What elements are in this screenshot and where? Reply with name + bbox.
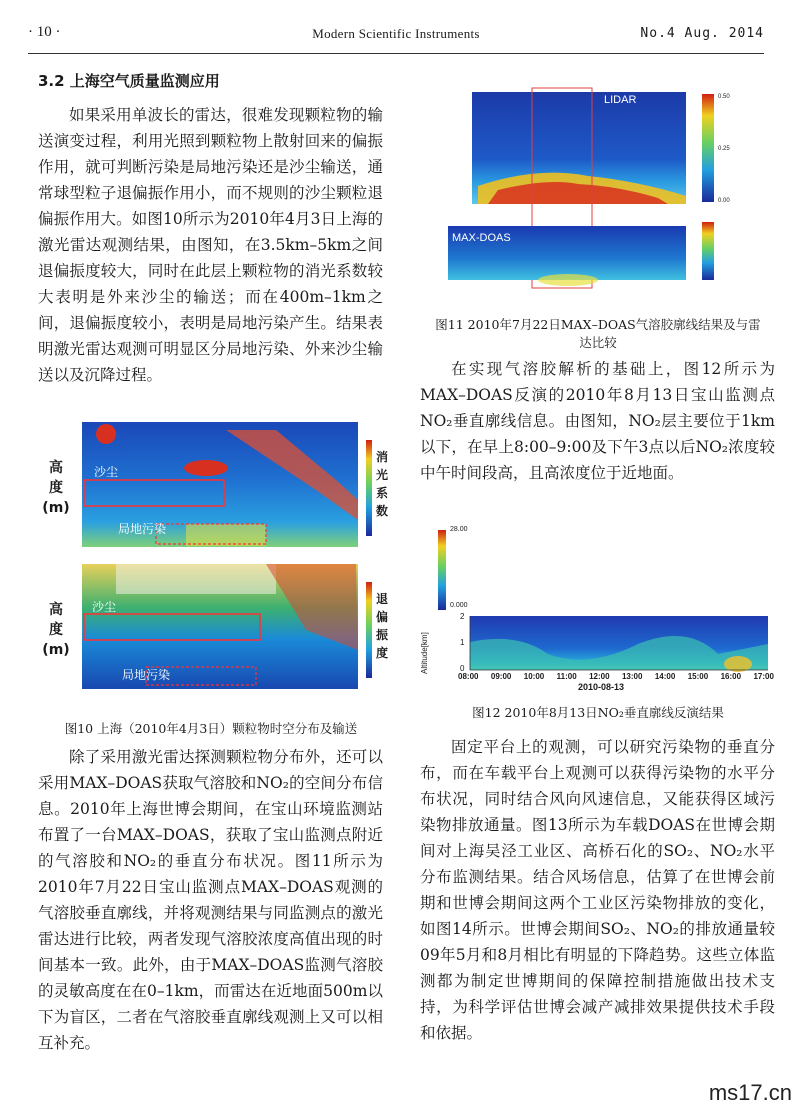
right-column-top (420, 356, 775, 486)
colorbar-bottom (366, 582, 372, 678)
no2-xlabel: 2010-08-13 (578, 682, 625, 692)
label-local-bottom: 局地污染 (122, 668, 171, 682)
right-column-bottom (420, 734, 775, 1046)
lidar-cbar-mid: 0.25 (718, 146, 730, 152)
no2-xtick: 09:00 (490, 672, 512, 681)
label-lidar: LIDAR (604, 94, 637, 106)
cbar-char: 消 (376, 450, 389, 464)
ylabel-char: 高 (49, 460, 63, 476)
paragraph-lidar: 如果采用单波长的雷达，很难发现颗粒物的输送演变过程，利用光照到颗粒物上散射回来的偏振作用，就可判断污染是局地污染还是沙尘输送，通常球型粒子退偏振作用小，而不规则的沙尘颗粒退偏振作用大。如图10所示为2010年4月3日上海的激光雷达观测结果，由图知，在3.5km–5km之间退偏振度较大，同时在此层上颗粒物的消光系数较大表明是外来沙尘的输送；而在400m–1km之间，退偏振度较小，表明是局地污染产生。结果表明激光雷达观测可明显区分局地污染、外来沙尘输送以及沉降过程。 (38, 106, 383, 384)
no2-ytick: 1 (460, 638, 465, 647)
no2-xtick: 17:00 (753, 672, 774, 681)
no2-xtick: 10:00 (523, 672, 545, 681)
watermark: ms17.cn (708, 1080, 792, 1105)
no2-xtick: 08:00 (458, 672, 479, 681)
lidar-cbar-top: 0.50 (718, 94, 730, 100)
page-number: · 10 · (28, 24, 61, 40)
no2-xtick: 12:00 (589, 672, 610, 681)
no2-cbar-min: 0.000 (450, 602, 468, 609)
no2-cbar-max: 28.00 (450, 526, 468, 533)
label-dust-bottom: 沙尘 (92, 600, 117, 614)
label-maxdoas: MAX-DOAS (452, 232, 511, 244)
no2-ytick: 2 (460, 612, 465, 621)
section-title: 3.2 上海空气质量监测应用 (38, 72, 220, 90)
no2-xtick: 15:00 (687, 672, 709, 681)
label-dust-top: 沙尘 (94, 465, 119, 479)
no2-xtick: 11:00 (556, 672, 577, 681)
no2-xtick: 14:00 (654, 672, 676, 681)
figure-10-ylabel-bottom (42, 600, 70, 660)
figure-11-caption (420, 316, 776, 352)
cbar-char: 数 (376, 504, 389, 518)
ylabel-char: (m) (42, 642, 70, 658)
cbar-char: 系 (376, 486, 389, 500)
ylabel-char: 高 (49, 602, 63, 618)
no2-xtick: 13:00 (621, 672, 643, 681)
no2-colorbar (438, 530, 446, 610)
maxdoas-colorbar (702, 222, 714, 280)
no2-xticks (458, 672, 774, 681)
no2-ytick: 0 (460, 664, 465, 673)
page-header (28, 24, 764, 46)
ylabel-char: (m) (42, 500, 70, 516)
no2-ylabel: Altitude[km] (420, 632, 429, 674)
colorbar-top-label (376, 448, 388, 520)
paragraph-maxdoas: 除了采用激光雷达探测颗粒物分布外，还可以采用MAX–DOAS获取气溶胶和NO₂的空间分布信息。2010年上海世博会期间，在宝山环境监测站布置了一台MAX–DOAS，获取了宝山监测点附近的气溶胶和NO₂的垂直分布状况。图11所示为2010年7月22日宝山监测点MAX–DOAS观测的气溶胶垂直廓线，并将观测结果与同监测点的激光雷达进行比较，两者发现气溶胶浓度高值出现的时间基本一致。此外，由于MAX–DOAS监测气溶胶的灵敏高度在在0–1km，而雷达在近地面500m以下为盲区，二者在气溶胶垂直廓线观测上又可以相互补充。 (38, 748, 383, 1052)
figure-12-graphic (418, 524, 776, 694)
figure-10 (36, 420, 389, 710)
lidar-colorbar (702, 94, 714, 202)
left-column-top (38, 68, 383, 388)
cbar-char: 光 (376, 468, 389, 482)
ylabel-char: 度 (49, 622, 63, 638)
header-rule (28, 53, 764, 54)
cbar-char: 度 (376, 646, 389, 660)
figure-11 (418, 86, 776, 308)
label-local-top: 局地污染 (118, 522, 167, 536)
ylabel-char: 度 (49, 480, 63, 496)
cbar-char: 退 (376, 592, 389, 606)
colorbar-top (366, 440, 372, 536)
figure-11-caption-line-2: 达比较 (579, 335, 617, 350)
paragraph-no2-profile: 在实现气溶胶解析的基础上，图12所示为MAX–DOAS反演的2010年8月13日宝山监测点NO₂垂直廓线信息。由图知，NO₂层主要位于1km以下，在早上8:00–9:00及下午3点以后NO₂浓度较中午时间段高，且高浓度位于近地面。 (420, 360, 775, 482)
colorbar-bottom-label (376, 590, 388, 662)
figure-11-graphic (418, 86, 776, 308)
figure-12-caption: 图12 2010年8月13日NO₂垂直廓线反演结果 (472, 705, 724, 720)
cbar-char: 振 (376, 628, 389, 642)
journal-title: Modern Scientific Instruments (312, 26, 480, 41)
lidar-cbar-bottom: 0.00 (718, 198, 730, 204)
figure-12 (418, 524, 776, 694)
issue-info: No.4 Aug. 2014 (640, 26, 764, 41)
figure-11-caption-line-1: 图11 2010年7月22日MAX–DOAS气溶胶廓线结果及与雷 (435, 317, 761, 332)
left-column-bottom (38, 744, 383, 1056)
figure-10-caption: 图10 上海（2010年4月3日）颗粒物时空分布及输送 (64, 721, 358, 736)
cbar-char: 偏 (376, 610, 389, 624)
paragraph-vehicle-doas: 固定平台上的观测，可以研究污染物的垂直分布，而在车载平台上观测可以获得污染物的水平分布状况，同时结合风向风速信息，又能获得区域污染物排放通量。图13所示为车载DOAS在世博会期间对上海吴泾工业区、高桥石化的SO₂、NO₂水平分布监测结果。结合风场信息，估算了在世博会前期和世博会期间这两个工业区污染物排放的变化，如图14所示。世博会期间SO₂、NO₂的排放通量较09年5月和8月相比有明显的下降趋势。这些立体监测都为制定世博期间的保障控制措施做出技术支持，为科学评估世博会减产减排效果提供技术手段和依据。 (420, 738, 775, 1042)
figure-10-graphic (36, 420, 389, 710)
no2-xtick: 16:00 (720, 672, 742, 681)
figure-10-ylabel-top (42, 458, 70, 518)
